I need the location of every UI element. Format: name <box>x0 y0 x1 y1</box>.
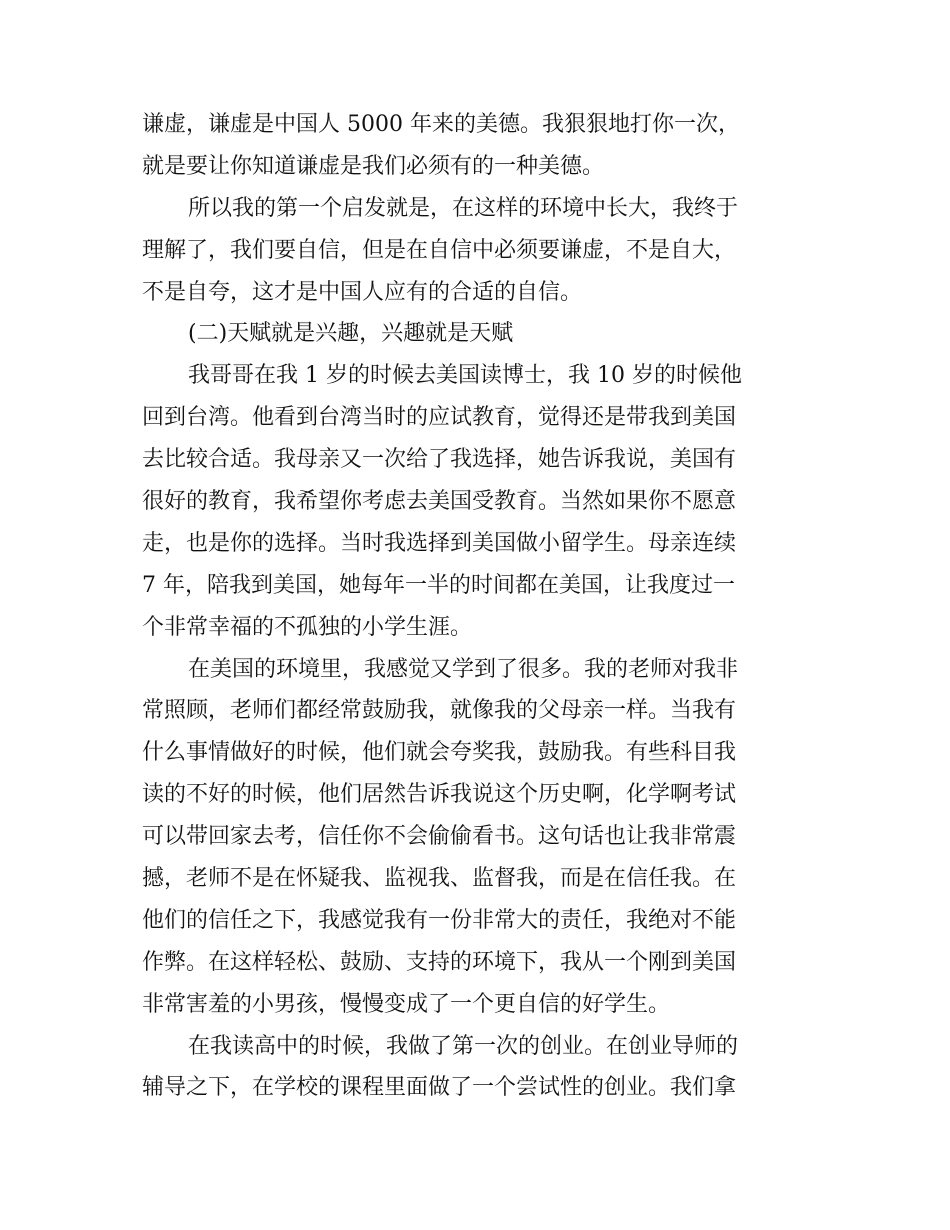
text-line: 辅导之下，在学校的课程里面做了一个尝试性的创业。我们拿 <box>142 1075 737 1101</box>
text-line: 走，也是你的选择。当时我选择到美国做小留学生。母亲连续 <box>142 530 737 556</box>
paragraph-start-line: 我哥哥在我 1 岁的时候去美国读博士，我 10 岁的时候他 <box>188 363 742 389</box>
text-line: 作弊。在这样轻松、鼓励、支持的环境下，我从一个刚到美国 <box>142 949 737 975</box>
text-line: 撼，老师不是在怀疑我、监视我、监督我，而是在信任我。在 <box>142 866 737 892</box>
text-line: 回到台湾。他看到台湾当时的应试教育，觉得还是带我到美国 <box>142 405 737 431</box>
text-line: 不是自夸，这才是中国人应有的合适的自信。 <box>142 279 583 305</box>
text-line: 7 年，陪我到美国，她每年一半的时间都在美国，让我度过一 <box>142 572 735 598</box>
text-line: 很好的教育，我希望你考虑去美国受教育。当然如果你不愿意 <box>142 489 737 515</box>
text-line: 读的不好的时候，他们居然告诉我说这个历史啊，化学啊考试 <box>142 782 737 808</box>
text-line: 什么事情做好的时候，他们就会夸奖我，鼓励我。有些科目我 <box>142 740 737 766</box>
text-line: 理解了，我们要自信，但是在自信中必须要谦虚，不是自大， <box>142 237 737 263</box>
body-text <box>142 104 812 1109</box>
paragraph-start-line: 在我读高中的时候，我做了第一次的创业。在创业导师的 <box>188 1033 739 1059</box>
paragraph-start-line: 在美国的环境里，我感觉又学到了很多。我的老师对我非 <box>188 656 739 682</box>
text-line: 个非常幸福的不孤独的小学生涯。 <box>142 614 473 640</box>
text-line: 非常害羞的小男孩，慢慢变成了一个更自信的好学生。 <box>142 991 671 1017</box>
text-line: 就是要让你知道谦虚是我们必须有的一种美德。 <box>142 153 605 179</box>
section-heading: (二)天赋就是兴趣，兴趣就是天赋 <box>188 321 514 347</box>
text-line: 可以带回家去考，信任你不会偷偷看书。这句话也让我非常震 <box>142 824 737 850</box>
text-line: 谦虚，谦虚是中国人 5000 年来的美德。我狠狠地打你一次， <box>142 112 740 137</box>
text-line: 去比较合适。我母亲又一次给了我选择，她告诉我说，美国有 <box>142 447 737 473</box>
text-line: 他们的信任之下，我感觉我有一份非常大的责任，我绝对不能 <box>142 907 737 933</box>
text-line: 常照顾，老师们都经常鼓励我，就像我的父母亲一样。当我有 <box>142 698 737 724</box>
paragraph-start-line: 所以我的第一个启发就是，在这样的环境中长大，我终于 <box>188 195 739 221</box>
